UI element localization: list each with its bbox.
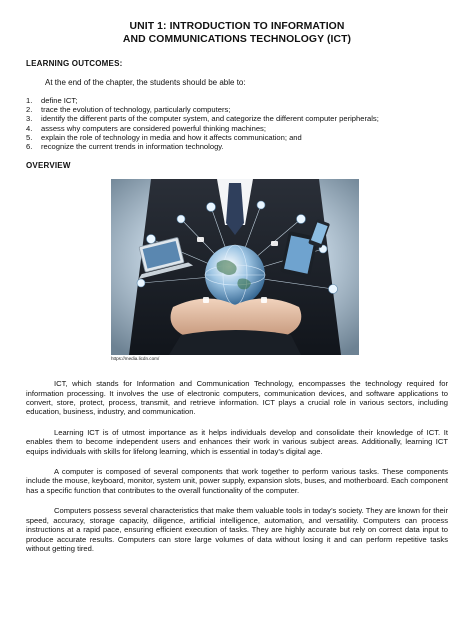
list-item-number: 2. [26, 105, 33, 115]
list-item-text: recognize the current trends in information technology. [41, 142, 224, 152]
list-item [26, 96, 448, 105]
list-item-number: 1. [26, 96, 33, 105]
list-item [26, 114, 448, 123]
list-item-text: assess why computers are considered powerful thinking machines; [41, 123, 266, 133]
list-item-number: 6. [26, 142, 33, 152]
list-item-number: 3. [26, 114, 33, 124]
overview-paragraph-4: Computers possess several characteristics that make them valuable tools in today’s society. They are known for their speed, accuracy, storage capacity, diligence, artificial intelligence, automation, and versatility. Computers can process instructions at a rapid pace, ensuring efficient execution of tasks. They are highly accurate but rely on correct data input to produce accurate results. Computers can store large volumes of data without losing it and can perform repetitive tasks without getting tired. [26, 506, 448, 553]
overview-heading: OVERVIEW [26, 161, 71, 171]
learning-outcomes-heading: LEARNING OUTCOMES: [26, 59, 123, 68]
unit-title-line-1: UNIT 1: INTRODUCTION TO INFORMATION [129, 21, 345, 32]
list-item [26, 142, 448, 151]
unit-title-line-2: AND COMMUNICATIONS TECHNOLOGY (ICT) [122, 34, 352, 45]
list-item-text: trace the evolution of technology, particularly computers; [41, 105, 231, 115]
overview-paragraph-1: ICT, which stands for Information and Communication Technology, encompasses the technology required for information processing. It involves the use of electronic computers, communication devices, and software applications to convert, store, protect, process, transmit, and retrieve information. ICT plays a crucial role in various sectors, including education, business, industry, and communication. [26, 379, 448, 417]
list-item-number: 5. [26, 132, 33, 142]
learning-outcomes-list [26, 96, 448, 151]
list-item-text: identify the different parts of the computer system, and categorize the different computer peripherals; [41, 114, 379, 124]
overview-paragraph-3: A computer is composed of several components that work together to perform various tasks. These components include the mouse, keyboard, monitor, system unit, power supply, expansion slots, buses, and motherboard. Each component has a specific function that contributes to the overall functionality of the computer. [26, 467, 448, 495]
learning-outcomes-intro: At the end of the chapter, the students should be able to: [45, 78, 246, 87]
list-item [26, 105, 448, 114]
list-item-text: define ICT; [41, 96, 78, 105]
overview-paragraph-2: Learning ICT is of utmost importance as it helps individuals develop and consolidate their knowledge of ICT. It enables them to become independent users and enhances their work in various subject areas. Additionally, learning ICT equips individuals with skills for lifelong learning, which is essential in today’s digital age. [26, 427, 448, 456]
list-item-number: 4. [26, 123, 33, 133]
image-caption: https://media.licdn.com/ [111, 356, 160, 362]
list-item [26, 133, 448, 142]
list-item [26, 124, 448, 133]
list-item-text: explain the role of technology in media and how it affects communication; and [41, 132, 302, 142]
unit-title [26, 0, 448, 46]
ict-illustration-graphic [111, 179, 359, 355]
ict-illustration [111, 179, 359, 355]
